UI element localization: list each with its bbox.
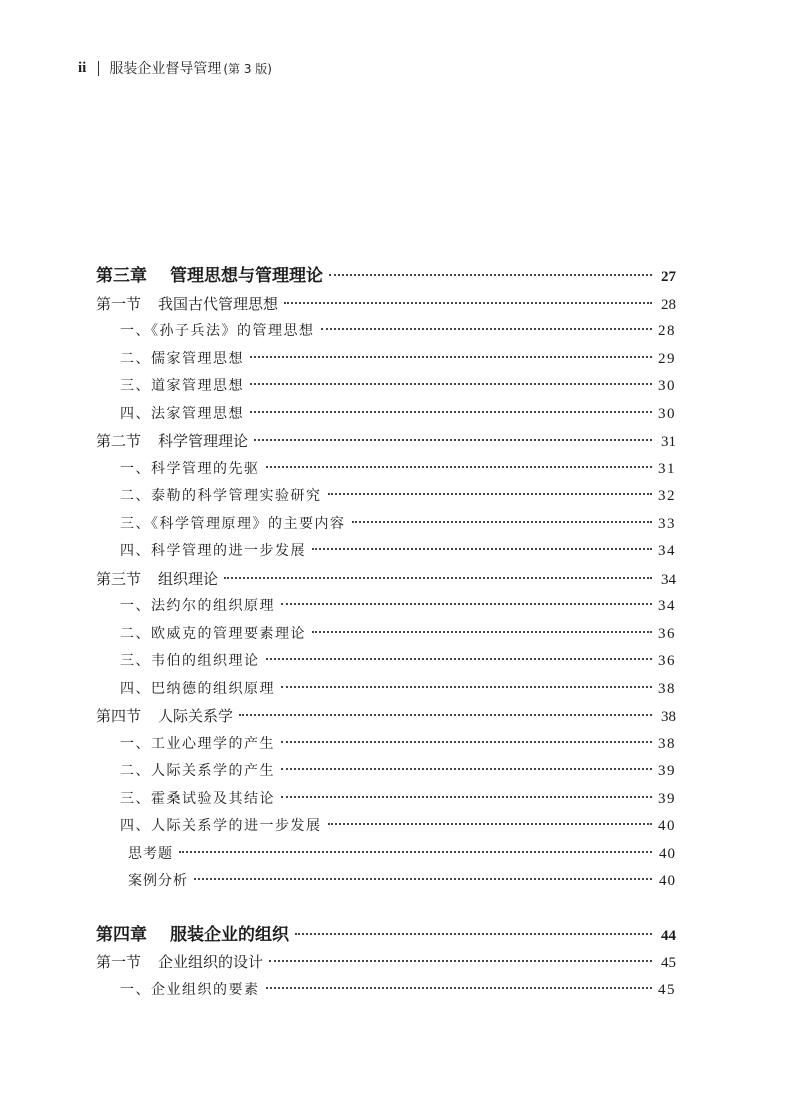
item-title: 二、欧威克的管理要素理论 [120,625,306,642]
toc-item[interactable] [96,346,676,374]
item-title: 四、巴纳德的组织原理 [120,680,275,697]
toc-questions[interactable] [96,841,676,869]
page-ref: 45 [661,955,676,971]
page-ref: 39 [658,763,676,779]
toc-chapter-4[interactable] [96,922,676,950]
page-ref: 36 [658,653,676,669]
dot-leader [250,411,652,413]
item-title: 一、《孙子兵法》的管理思想 [120,323,315,339]
section-number: 第三节 [96,569,142,588]
dot-leader [224,577,652,579]
dot-leader [266,987,653,989]
item-title: 三、霍桑试验及其结论 [120,790,275,807]
page-ref: 45 [658,981,676,998]
book-title: 服装企业督导管理 [109,61,222,77]
item-title: 三、韦伯的组织理论 [120,653,260,669]
dot-leader [254,439,652,441]
page-ref: 38 [658,680,676,697]
dot-leader [328,493,653,495]
page-ref: 34 [658,543,676,559]
header-divider [98,61,99,76]
dot-leader [281,603,652,605]
page-ref: 38 [658,735,676,752]
page-ref: 27 [661,269,676,285]
dot-leader [281,686,652,688]
toc-item[interactable] [96,511,676,539]
section-number: 第一节 [96,294,142,313]
section-title: 科学管理理论 [158,432,249,450]
dot-leader [321,328,653,330]
dot-leader [266,658,653,660]
chapter-number: 第三章 [96,266,147,286]
page-ref: 34 [658,598,676,614]
page-ref: 40 [659,845,676,862]
section-title: 企业组织的设计 [158,953,264,971]
dot-leader [250,356,652,358]
dot-leader [239,714,652,716]
page-number: ii [78,59,87,76]
edition-label: (第 3 版) [223,61,272,76]
page-ref: 28 [661,296,676,313]
toc-section[interactable] [96,291,676,319]
dot-leader [312,631,652,633]
item-title: 一、科学管理的先驱 [120,460,260,477]
item-title: 四、人际关系学的进一步发展 [120,818,322,834]
page-ref: 32 [658,488,676,504]
toc-item[interactable] [96,593,676,621]
dot-leader [352,521,653,523]
page-ref: 29 [658,350,676,367]
item-title: 二、泰勒的科学管理实验研究 [120,488,322,504]
chapter-title: 服装企业的组织 [170,924,289,945]
toc-section[interactable] [96,949,676,977]
section-number: 第一节 [96,953,142,971]
item-title: 一、企业组织的要素 [120,981,260,998]
dot-leader [266,466,653,468]
chapter-spacer [96,896,676,922]
toc-case-study[interactable] [96,868,676,896]
table-of-contents [96,263,676,1004]
section-number: 第四节 [96,707,142,725]
item-title: 三、道家管理思想 [120,378,244,394]
toc-item[interactable] [96,786,676,814]
item-title: 二、人际关系学的产生 [120,763,275,779]
item-title: 案例分析 [128,873,188,889]
item-title: 四、法家管理思想 [120,405,244,422]
page-ref: 40 [659,873,676,889]
toc-item[interactable] [96,813,676,841]
dot-leader [295,933,652,935]
dot-leader [281,796,652,798]
dot-leader [281,741,652,743]
item-title: 四、科学管理的进一步发展 [120,543,306,559]
page-ref: 34 [661,571,676,588]
toc-item[interactable] [96,676,676,704]
dot-leader [312,548,652,550]
page-ref: 44 [661,927,676,944]
dot-leader [269,960,652,962]
section-number: 第二节 [96,432,142,450]
toc-item[interactable] [96,483,676,511]
toc-item[interactable] [96,456,676,484]
running-header [78,58,272,78]
page-ref: 36 [658,625,676,642]
dot-leader [284,302,652,304]
toc-section[interactable] [96,428,676,456]
toc-item[interactable] [96,977,676,1005]
toc-item[interactable] [96,318,676,346]
toc-item[interactable] [96,758,676,786]
page-ref: 31 [658,460,676,477]
chapter-number: 第四章 [96,924,147,945]
page-ref: 38 [661,709,676,725]
dot-leader [179,851,652,853]
section-title: 我国古代管理思想 [158,294,279,313]
toc-item[interactable] [96,538,676,566]
item-title: 一、法约尔的组织原理 [120,598,275,614]
item-title: 三、《科学管理原理》的主要内容 [120,515,346,532]
toc-chapter-3[interactable] [96,263,676,291]
chapter-title: 管理思想与管理理论 [170,266,323,286]
toc-section[interactable] [96,703,676,731]
toc-item[interactable] [96,648,676,676]
item-title: 一、工业心理学的产生 [120,735,275,752]
page-ref: 39 [658,790,676,807]
toc-item[interactable] [96,621,676,649]
section-title: 人际关系学 [158,707,234,725]
page-ref: 33 [658,515,676,532]
page-ref: 30 [658,405,676,422]
page-ref: 31 [661,434,676,450]
item-title: 思考题 [128,845,173,862]
section-title: 组织理论 [158,569,219,588]
toc-item[interactable] [96,373,676,401]
toc-item[interactable] [96,401,676,429]
dot-leader [194,878,652,880]
item-title: 二、儒家管理思想 [120,350,244,367]
page-ref: 40 [658,818,676,834]
dot-leader [281,768,652,770]
toc-item[interactable] [96,731,676,759]
toc-section[interactable] [96,566,676,594]
dot-leader [250,383,652,385]
dot-leader [328,823,653,825]
page-ref: 28 [658,323,676,339]
page-ref: 30 [658,378,676,394]
dot-leader [329,274,652,276]
